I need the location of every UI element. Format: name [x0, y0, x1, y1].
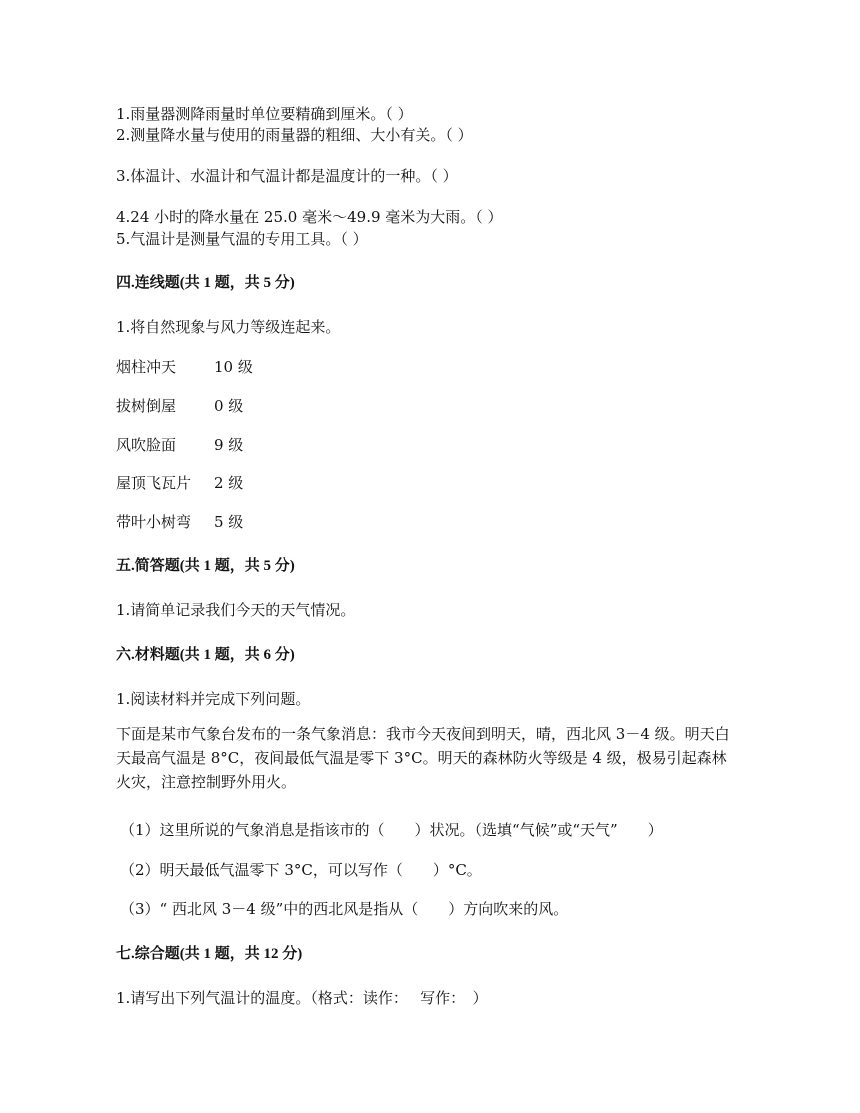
matching-pair: [116, 435, 243, 455]
section-heading-short-answer: 五.简答题(共 1 题，共 5 分): [116, 558, 295, 574]
material-subquestion-1: （1）这里所说的气象消息是指该市的（ ）状况。（选填“气候”或“天气” ）: [120, 821, 663, 839]
matching-pair: [116, 473, 243, 493]
section-heading-material: 六.材料题(共 1 题，共 6 分): [116, 647, 295, 663]
wind-level-label: 2 级: [214, 474, 244, 492]
section-heading-matching: 四.连线题(共 1 题，共 5 分): [116, 275, 295, 291]
wind-level-label: 9 级: [214, 436, 244, 454]
wind-level-label: 5 级: [214, 513, 244, 531]
material-question: 1.阅读材料并完成下列问题。: [116, 690, 311, 708]
matching-pair: [116, 396, 243, 416]
material-subquestion-3: （3）“ 西北风 3－4 级”中的西北风是指从（ ）方向吹来的风。: [120, 900, 569, 918]
judge-item-5: 5.气温计是测量气温的专用工具。（ ）: [116, 230, 368, 248]
judge-item-1: 1.雨量器测降雨量时单位要精确到厘米。（ ）: [116, 105, 413, 123]
matching-pair: [116, 512, 243, 532]
phenomenon-label: 风吹脸面: [116, 436, 177, 454]
phenomenon-label: 带叶小树弯: [116, 513, 192, 531]
matching-question: 1.将自然现象与风力等级连起来。: [116, 318, 341, 336]
comprehensive-question: 1.请写出下列气温计的温度。（格式：读作： 写作： ）: [116, 989, 488, 1007]
material-passage: 下面是某市气象台发布的一条气象消息：我市今天夜间到明天，晴，西北风 3－4 级。明天白天最高气温是 8°C，夜间最低气温是零下 3°C。明天的森林防火等级是 4 级，极易引起森林火灾，注意控制野外用火。: [116, 725, 730, 791]
phenomenon-label: 屋顶飞瓦片: [116, 474, 192, 492]
section-heading-comprehensive: 七.综合题(共 1 题，共 12 分): [116, 946, 303, 962]
phenomenon-label: 烟柱冲天: [116, 358, 177, 376]
wind-level-label: 0 级: [214, 397, 244, 415]
matching-pair: [116, 357, 253, 377]
short-answer-question: 1.请简单记录我们今天的天气情况。: [116, 601, 356, 619]
judge-item-2: 2.测量降水量与使用的雨量器的粗细、大小有关。（ ）: [116, 126, 473, 144]
judge-item-3: 3.体温计、水温计和气温计都是温度计的一种。（ ）: [116, 167, 458, 185]
wind-level-label: 10 级: [214, 358, 253, 376]
judge-item-4: 4.24 小时的降水量在 25.0 毫米～49.9 毫米为大雨。（ ）: [116, 208, 503, 226]
phenomenon-label: 拔树倒屋: [116, 397, 177, 415]
material-subquestion-2: （2）明天最低气温零下 3°C，可以写作（ ）°C。: [120, 861, 482, 879]
